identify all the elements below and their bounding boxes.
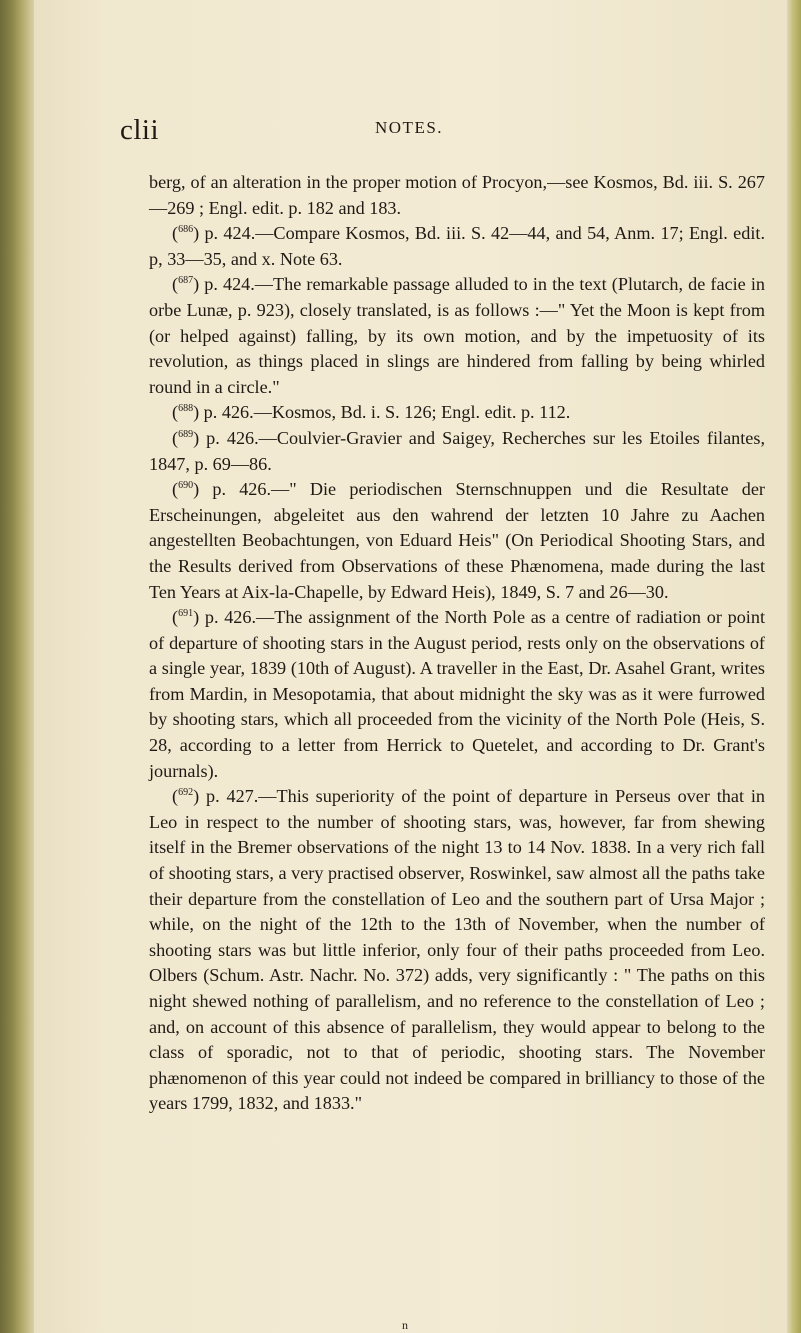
note-686: ($^{686}$) p. 424.—Compare Kosmos, Bd. iii. S. 42—44, and 54, Anm. 17; Engl. edit. p, 33—35, and x. Note 63.: [149, 223, 765, 269]
notes-body: [149, 170, 765, 1117]
note-689: ($^{689}$) p. 426.—Coulvier-Gravier and Saigey, Recherches sur les Etoiles filantes, 1847, p. 69—86.: [149, 427, 766, 474]
note-number: 687: [178, 275, 194, 287]
note-692: ($^{692}$) p. 427.—This superiority of the point of departure in Perseus over that in Leo in respect to the number of shooting stars, was, however, far from shewing itself in the Bremer observations of the night 13 to 14 Nov. 1838. In a very rich fall of shooting stars, a very practised observer, Roswinkel, saw almost all the paths take their departure from the constellation of Leo and the southern part of Ursa Major ; while, on the night of the 12th to the 13th of November, when the number of shooting stars was but little inferior, only four of their paths proceeded from Leo. Olbers (Schum. Astr. Nachr. No. 372) adds, very significantly : " The paths on this night shewed nothing of parallelism, and no reference to the constellation of Leo ; and, on account of this absence of parallelism, they would appear to belong to the class of sporadic, not to that of periodic, shooting stars. The November phænomenon of this year could not indeed be compared in brilliancy to those of the years 1799, 1832, and 1833.": [149, 786, 766, 1114]
note-text: p. 424.—Compare Kosmos, Bd. iii. S. 42—44, and 54, Anm. 17; Engl. edit. p, 33—35, and x. Note 63.: [149, 223, 765, 269]
note-number: 688: [178, 403, 194, 415]
book-binding-right: [787, 0, 801, 1333]
book-binding-left: [0, 0, 34, 1333]
note-text: p. 427.—This superiority of the point of departure in Perseus over that in Leo in respect to the number of shooting stars, was, however, far from shewing itself in the Bremer observations of the night 13 to 14 Nov. 1838. In a very rich fall of shooting stars, a very practised observer, Roswinkel, saw almost all the paths take their departure from the constellation of Leo and the southern part of Ursa Major ; while, on the night of the 12th to the 13th of November, when the number of shooting stars was but little inferior, only four of their paths proceeded from Leo. Olbers (Schum. Astr. Nachr. No. 372) adds, very significantly : " The paths on this night shewed nothing of parallelism, and no reference to the constellation of Leo ; and, on account of this absence of parallelism, they would appear to belong to the class of sporadic, not to that of periodic, shooting stars. The November phænomenon of this year could not indeed be compared in brilliancy to those of the years 1799, 1832, and 1833.": [149, 786, 766, 1114]
note-number: 691: [178, 608, 194, 620]
running-title: NOTES.: [375, 118, 444, 137]
note-text: p. 426.—The assignment of the North Pole as a centre of radiation or point of departure of shooting stars in the August period, rests only on the observations of a single year, 1839 (10th of August). A traveller in the East, Dr. Asahel Grant, writes from Mardin, in Mesopotamia, that about midnight the sky was as it were furrowed by shooting stars, which all proceeded from the vicinity of the North Pole (Heis, S. 28, according to a letter from Herrick to Quetelet, and according to Dr. Grant's journals).: [149, 607, 765, 781]
note-text: p. 424.—The remarkable passage alluded to in the text (Plutarch, de facie in orbe Lunæ, p. 923), closely translated, is as follows :—" Yet the Moon is kept from (or helped against) falling, by its own motion, and by the impetuosity of its revolution, as things placed in slings are hindered from falling by being whirled round in a circle.": [149, 274, 765, 397]
note-number: 689: [178, 428, 194, 440]
note-text: p. 426.—Coulvier-Gravier and Saigey, Recherches sur les Etoiles filantes, 1847, p. 69—86.: [149, 427, 766, 474]
footer-mark: n: [402, 1318, 408, 1332]
note-text: berg, of an alteration in the proper motion of Procyon,—see Kosmos, Bd. iii. S. 267—269 ; Engl. edit. p. 182 and 183.: [149, 172, 765, 218]
note-691: ($^{691}$) p. 426.—The assignment of the North Pole as a centre of radiation or point of departure of shooting stars in the August period, rests only on the observations of a single year, 1839 (10th of August). A traveller in the East, Dr. Asahel Grant, writes from Mardin, in Mesopotamia, that about midnight the sky was as it were furrowed by shooting stars, which all proceeded from the vicinity of the North Pole (Heis, S. 28, according to a letter from Herrick to Quetelet, and according to Dr. Grant's journals).: [149, 607, 765, 781]
page-number: clii: [120, 114, 160, 146]
note-690: ($^{690}$) p. 426.—" Die periodischen Sternschnuppen und die Resultate der Erscheinungen, abgeleitet aus den wahrend der letzten 10 Jahre zu Aachen angestellten Beobachtungen, von Eduard Heis" (On Periodical Shooting Stars, and the Results derived from Observations of these Phænomena, made during the last Ten Years at Aix-la-Chapelle, by Edward Heis), 1849, S. 7 and 26—30.: [149, 479, 765, 602]
note-number: 692: [178, 787, 194, 799]
note-number: 690: [178, 480, 194, 492]
note-text: p. 426.—" Die periodischen Sternschnuppen und die Resultate der Erscheinungen, abgeleitet aus den wahrend der letzten 10 Jahre zu Aachen angestellten Beobachtungen, von Eduard Heis" (On Periodical Shooting Stars, and the Results derived from Observations of these Phænomena, made during the last Ten Years at Aix-la-Chapelle, by Edward Heis), 1849, S. 7 and 26—30.: [149, 479, 765, 602]
note-687: ($^{687}$) p. 424.—The remarkable passage alluded to in the text (Plutarch, de facie in orbe Lunæ, p. 923), closely translated, is as follows :—" Yet the Moon is kept from (or helped against) falling, by its own motion, and by the impetuosity of its revolution, as things placed in slings are hindered from falling by being whirled round in a circle.": [149, 274, 765, 397]
note-text: p. 426.—Kosmos, Bd. i. S. 126; Engl. edit. p. 112.: [203, 402, 571, 423]
note-number: 686: [178, 224, 194, 236]
note-continuation: [149, 170, 765, 221]
note-688: ($^{688}$) p. 426.—Kosmos, Bd. i. S. 126; Engl. edit. p. 112.: [172, 402, 571, 423]
